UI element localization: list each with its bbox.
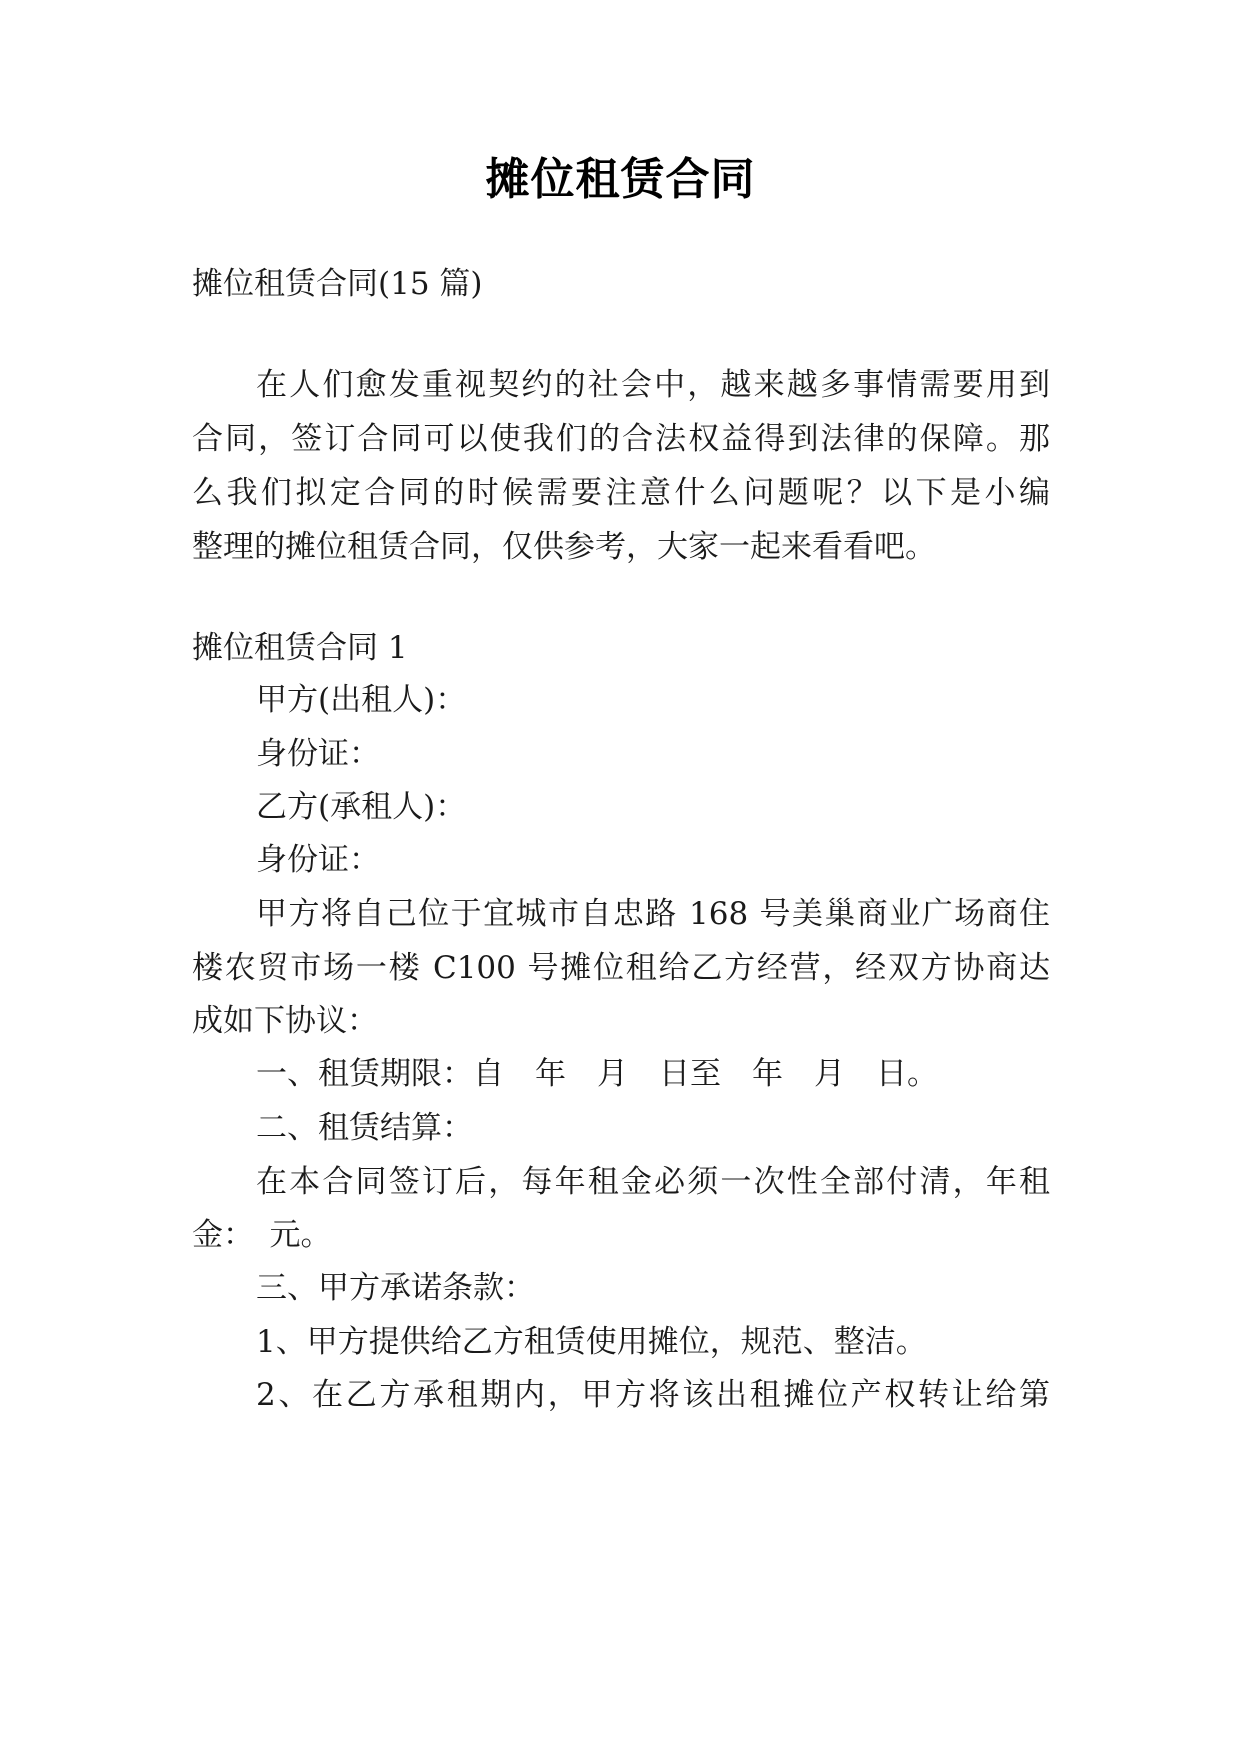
document-subtitle: 摊位租赁合同(15 篇)	[192, 266, 483, 302]
party-a-label: 甲方(出租人)：	[256, 682, 467, 718]
settlement-line-1: 在本合同签订后，每年租金必须一次性全部付清，年租	[256, 1164, 1050, 1200]
intro-line-3: 么我们拟定合同的时候需要注意什么问题呢？以下是小编	[192, 475, 1050, 511]
commitment-item-2: 2、在乙方承租期内，甲方将该出租摊位产权转让给第	[256, 1377, 1050, 1413]
party-b-label: 乙方(承租人)：	[256, 789, 467, 825]
preamble-line-3: 成如下协议：	[192, 1003, 378, 1039]
document-title: 摊位租赁合同	[485, 154, 756, 205]
clause-term: 一、租赁期限：自 年 月 日至 年 月 日。	[256, 1056, 938, 1092]
intro-line-4: 整理的摊位租赁合同，仅供参考，大家一起来看看吧。	[192, 529, 936, 565]
party-a-id-label: 身份证：	[256, 736, 380, 772]
clause-settlement-heading: 二、租赁结算：	[256, 1110, 473, 1146]
settlement-line-2: 金： 元。	[192, 1217, 332, 1253]
preamble-line-1: 甲方将自己位于宜城市自忠路 168 号美巢商业广场商住	[256, 896, 1050, 932]
section-heading: 摊位租赁合同 1	[192, 630, 408, 666]
commitment-item-1: 1、甲方提供给乙方租赁使用摊位，规范、整洁。	[256, 1324, 927, 1360]
party-b-id-label: 身份证：	[256, 842, 380, 878]
intro-line-2: 合同，签订合同可以使我们的合法权益得到法律的保障。那	[192, 421, 1050, 457]
clause-commitments-heading: 三、甲方承诺条款：	[256, 1270, 535, 1306]
preamble-line-2: 楼农贸市场一楼 C100 号摊位租给乙方经营，经双方协商达	[192, 950, 1050, 986]
intro-line-1: 在人们愈发重视契约的社会中，越来越多事情需要用到	[256, 367, 1050, 403]
